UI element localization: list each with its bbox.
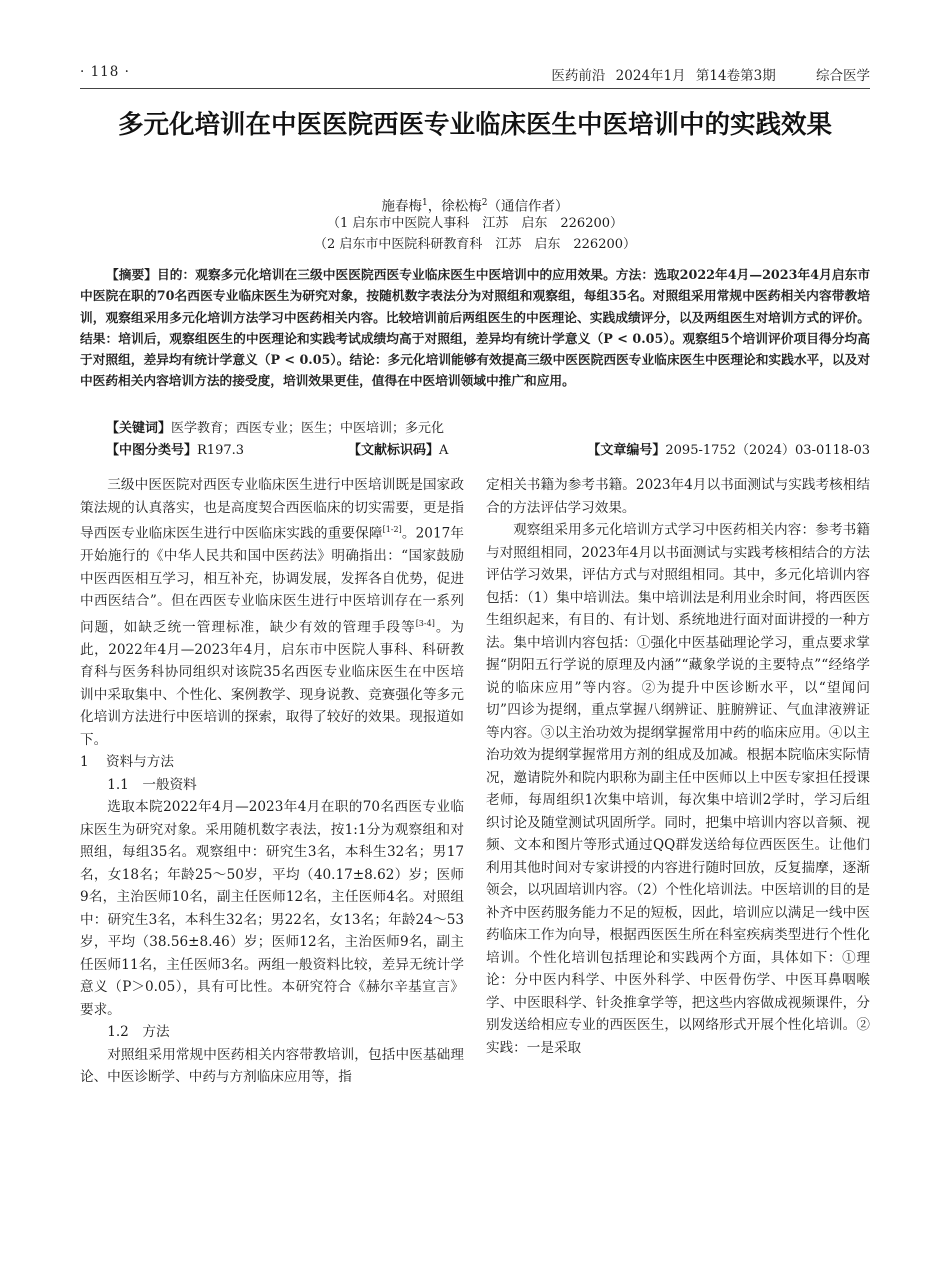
intro-paragraph: 三级中医医院对西医专业临床医生进行中医培训既是国家政策法规的认真落实，也是高度契合西医临床的切实需要，更是指导西医专业临床医生进行中医临床实践的重要保障[1-2]。2017年开始施行的《中华人民共和国中医药法》明确指出：“国家鼓励中医西医相互学习，相互补充，协调发展，发挥各自优势，促进中西医结合”。但在西医专业临床医生进行中医培训存在一系列问题，如缺乏统一管理标准，缺少有效的管理手段等[3-4]。为此，2022年4月—2023年4月，启东市中医院人事科、科研教育科与医务科协同组织对该院35名西医专业临床医生在中医培训中采取集中、个性化、案例教学、现身说教、竞赛强化等多元化培训方法进行中医培训的探索，取得了较好的效果。现报道如下。	[80, 477, 464, 748]
header-rule	[80, 88, 870, 89]
issue-date: 2024年1月	[615, 68, 686, 84]
journal-name: 医药前沿	[551, 68, 606, 84]
purpose-label: 目的：	[157, 267, 196, 282]
citation: [1-2]	[382, 525, 402, 534]
abstract-method: 选取2022年4月—2023年4月启东市中医院在职的70名西医专业临床医生为研究对象，按随机数字表法分为对照组和观察组，每组35名。对照组采用常规中医药相关内容带教培训，观察组采用多元化培训方法学习中医药相关内容。比较培训前后两组医生的中医理论、实践成绩评分，以及两组医生对培训方式的评价。	[80, 267, 871, 325]
clc-number: 【中图分类号】R197.3	[106, 443, 245, 458]
article-number: 【文章编号】2095-1752（2024）03-0118-03	[587, 443, 870, 458]
author-2-sup: 2	[481, 198, 488, 208]
section-heading-1: 1 资料与方法	[80, 754, 174, 771]
classification-line	[80, 440, 870, 462]
subsection-heading-1-1: 1.1 一般资料	[107, 776, 197, 793]
method-label: 方法：	[615, 267, 655, 282]
volume-issue: 第14卷第3期	[695, 68, 776, 84]
abstract-purpose: 观察多元化培训在三级中医医院西医专业临床医生中医培训中的应用效果。	[195, 267, 616, 282]
page-number: · 118 ·	[80, 64, 130, 80]
method-paragraph: 对照组采用常规中医药相关内容带教培训，包括中医基础理论、中医诊断学、中药与方剂临床应用等，指	[80, 1046, 464, 1086]
abstract-conclusion: 多元化培训能够有效提高三级中医医院西医专业临床医生中医理论和实践水平，以及对中医药相关内容培训方法的接受度，培训效果更佳，值得在中医培训领域中推广和应用。	[80, 352, 871, 389]
citation: [3-4]	[415, 618, 435, 628]
running-header	[80, 62, 870, 86]
affiliation-2: （2 启东市中医院科研教育科 江苏 启东 226200）	[313, 237, 637, 252]
author-separator: ，	[427, 198, 442, 215]
document-code: 【文献标识码】A	[348, 443, 449, 458]
abstract-result: 培训后，观察组医生的中医理论和实践考试成绩均高于对照组，差异均有统计学意义（P < 0.05）。观察组5个培训评价项目得分均高于对照组，差异均有统计学意义（P < 0.05）。	[80, 330, 871, 368]
observation-group-paragraph: 观察组采用多元化培训方式学习中医药相关内容：参考书籍与对照组相同，2023年4月以书面测试与实践考核相结合的方法评估学习效果，评估方式与对照组相同。其中，多元化培训内容包括：（1）集中培训法。集中培训法是利用业余时间，将西医医生组织起来，有目的、有计划、系统地进行面对面讲授的一种方法。集中培训内容包括：①强化中医基础理论学习，重点要求掌握“阴阳五行学说的原理及内涵”“藏象学说的主要特点”“经络学说的临床应用”等内容。②为提升中医诊断水平，以“望闻问切”四诊为提纲，重点掌握八纲辨证、脏腑辨证、气血津液辨证等内容。③以主治功效为提纲掌握常用中药的临床应用。④以主治功效为提纲掌握常用方剂的组成及加减。根据本院临床实际情况，邀请院外和院内职称为副主任中医师以上中医专家担任授课老师，每周组织1次集中培训，每次集中培训2学时，学习后组织讨论及随堂测试巩固所学。同时，把集中培训内容以音频、视频、文本和图片等形式通过QQ群发送给每位西医医生。让他们利用其他时间对专家讲授的内容进行随时回放，反复揣摩，逐渐领会，以巩固培训内容。（2）个性化培训法。中医培训的目的是补齐中医药服务能力不足的短板，因此，培训应以满足一线中医药临床工作为向导，根据西医医生所在科室疾病类型进行个性化培训。个性化培训包括理论和实践两个方面，具体如下：①理论：分中医内科学、中医外科学、中医骨伤学、中医耳鼻咽喉学、中医眼科学、针灸推拿学等，把这些内容做成视频课件，分别发送给相应专业的西医医生，以网络形式开展个性化培训。②实践：一是采取	[486, 522, 870, 1056]
author-1-sup: 1	[422, 198, 428, 208]
continued-paragraph: 定相关书籍为参考书籍。2023年4月以书面测试与实践考核相结合的方法评估学习效果。	[486, 477, 870, 516]
keywords	[80, 418, 870, 439]
subsection-heading-1-2: 1.2 方法	[107, 1024, 170, 1041]
keywords-text: 医学教育；西医专业；医生；中医培训；多元化	[171, 421, 445, 436]
author-1: 施春梅	[381, 198, 423, 215]
body-column-right	[486, 474, 870, 1264]
keywords-label: 【关键词】	[106, 421, 172, 436]
section-name: 综合医学	[816, 68, 870, 84]
result-label: 结果：	[80, 330, 119, 346]
journal-info	[545, 64, 870, 84]
affiliation-1: （1 启东市中医院人事科 江苏 启东 226200）	[326, 216, 624, 231]
author-2: 徐松梅	[441, 198, 482, 215]
general-data-paragraph: 选取本院2022年4月—2023年4月在职的70名西医专业临床医生为研究对象。采用随机数字表法，按1:1分为观察组和对照组，每组35名。观察组中：研究生3名，本科生32名；男17名，女18名；年龄25～50岁，平均（40.17±8.62）岁；医师9名，主治医师10名，副主任医师12名，主任医师4名。对照组中：研究生3名，本科生32名；男22名，女13名；年龄24～53岁，平均（38.56±8.46）岁；医师12名，主治医师9名，副主任医师11名，主任医师3名。两组一般资料比较，差异无统计学意义（P＞0.05），具有可比性。本研究符合《赫尔辛基宣言》要求。	[80, 799, 464, 1018]
article-title: 多元化培训在中医医院西医专业临床医生中医培训中的实践效果	[117, 110, 832, 140]
body-column-left	[80, 474, 464, 1264]
conclusion-label: 结论：	[349, 352, 388, 368]
abstract	[80, 264, 870, 392]
abstract-label: 【摘要】	[106, 267, 158, 282]
corresponding-note: （通信作者）	[487, 198, 569, 215]
author-line	[95, 193, 855, 217]
